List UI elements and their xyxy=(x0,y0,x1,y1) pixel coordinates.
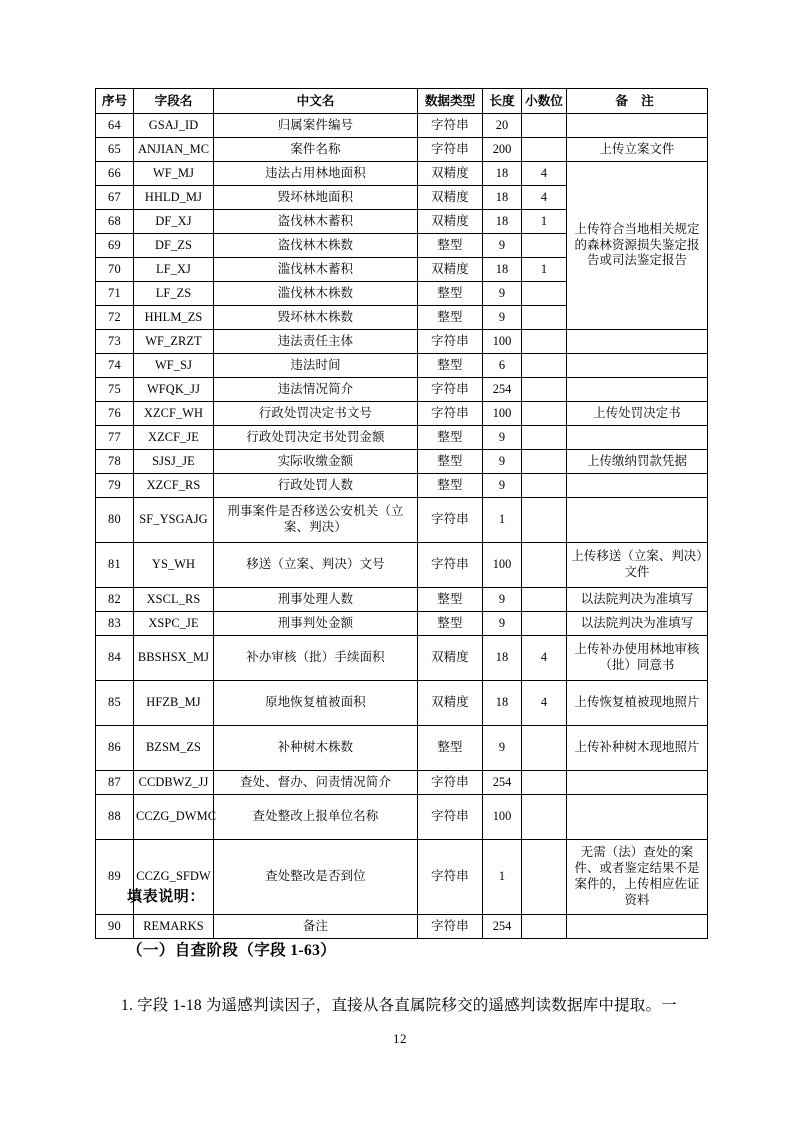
cell-cn: 行政处罚人数 xyxy=(214,474,418,498)
cell-no: 90 xyxy=(96,915,134,939)
cell-cn: 查处整改是否到位 xyxy=(214,840,418,915)
cell-remark xyxy=(567,795,708,840)
cell-field: WF_MJ xyxy=(134,162,214,186)
field-spec-table xyxy=(95,88,708,939)
cell-decimal xyxy=(522,402,567,426)
cell-type: 字符串 xyxy=(418,840,483,915)
cell-remark xyxy=(567,378,708,402)
cell-field: CCDBWZ_JJ xyxy=(134,771,214,795)
cell-decimal xyxy=(522,498,567,543)
cell-no: 70 xyxy=(96,258,134,282)
page-number: 12 xyxy=(393,1031,407,1046)
cell-no: 67 xyxy=(96,186,134,210)
cell-remark: 上传移送（立案、判决）文件 xyxy=(567,543,708,588)
cell-length: 9 xyxy=(483,234,522,258)
cell-type: 整型 xyxy=(418,474,483,498)
cell-field: BBSHSX_MJ xyxy=(134,636,214,681)
cell-decimal xyxy=(522,588,567,612)
cell-length: 9 xyxy=(483,426,522,450)
cell-no: 86 xyxy=(96,726,134,771)
cell-no: 71 xyxy=(96,282,134,306)
cell-cn: 行政处罚决定书文号 xyxy=(214,402,418,426)
table-header-row xyxy=(96,89,708,114)
cell-field: HHLD_MJ xyxy=(134,186,214,210)
cell-no: 88 xyxy=(96,795,134,840)
cell-field: YS_WH xyxy=(134,543,214,588)
table-row xyxy=(96,543,708,588)
cell-field: BZSM_ZS xyxy=(134,726,214,771)
cell-type: 字符串 xyxy=(418,795,483,840)
cell-type: 整型 xyxy=(418,450,483,474)
cell-length: 100 xyxy=(483,402,522,426)
cell-remark: 上传恢复植被现地照片 xyxy=(567,681,708,726)
column-header-cn: 中文名 xyxy=(214,89,418,114)
cell-field: CCZG_SFDW xyxy=(134,840,214,915)
cell-no: 82 xyxy=(96,588,134,612)
cell-decimal xyxy=(522,306,567,330)
cell-length: 18 xyxy=(483,210,522,234)
cell-remark: 上传补办使用林地审核（批）同意书 xyxy=(567,636,708,681)
cell-length: 18 xyxy=(483,258,522,282)
cell-cn: 移送（立案、判决）文号 xyxy=(214,543,418,588)
cell-decimal xyxy=(522,450,567,474)
cell-type: 整型 xyxy=(418,234,483,258)
cell-cn: 案件名称 xyxy=(214,138,418,162)
cell-cn: 原地恢复植被面积 xyxy=(214,681,418,726)
cell-type: 字符串 xyxy=(418,915,483,939)
cell-cn: 违法责任主体 xyxy=(214,330,418,354)
cell-no: 79 xyxy=(96,474,134,498)
cell-type: 字符串 xyxy=(418,402,483,426)
cell-no: 64 xyxy=(96,114,134,138)
cell-decimal: 4 xyxy=(522,162,567,186)
cell-no: 76 xyxy=(96,402,134,426)
cell-type: 双精度 xyxy=(418,162,483,186)
cell-field: WFQK_JJ xyxy=(134,378,214,402)
cell-length: 9 xyxy=(483,306,522,330)
cell-type: 字符串 xyxy=(418,330,483,354)
cell-cn: 查处、督办、问责情况简介 xyxy=(214,771,418,795)
cell-decimal xyxy=(522,354,567,378)
cell-field: WF_ZRZT xyxy=(134,330,214,354)
cell-cn: 刑事处理人数 xyxy=(214,588,418,612)
cell-field: XZCF_RS xyxy=(134,474,214,498)
cell-decimal xyxy=(522,771,567,795)
cell-field: CCZG_DWMC xyxy=(134,795,214,840)
cell-length: 9 xyxy=(483,726,522,771)
cell-no: 66 xyxy=(96,162,134,186)
cell-decimal xyxy=(522,726,567,771)
column-header-no: 序号 xyxy=(96,89,134,114)
cell-cn: 违法占用林地面积 xyxy=(214,162,418,186)
instructions-paragraph-1: 1. 字段 1-18 为遥感判读因子，直接从各直属院移交的遥感判读数据库中提取。一 xyxy=(121,996,677,1014)
column-header-remark: 备 注 xyxy=(567,89,708,114)
cell-length: 6 xyxy=(483,354,522,378)
cell-decimal xyxy=(522,378,567,402)
cell-remark: 以法院判决为准填写 xyxy=(567,588,708,612)
cell-decimal: 4 xyxy=(522,681,567,726)
cell-decimal: 4 xyxy=(522,186,567,210)
cell-decimal: 4 xyxy=(522,636,567,681)
cell-remark: 以法院判决为准填写 xyxy=(567,612,708,636)
cell-field: HFZB_MJ xyxy=(134,681,214,726)
cell-length: 9 xyxy=(483,282,522,306)
cell-remark xyxy=(567,771,708,795)
cell-cn: 补种树木株数 xyxy=(214,726,418,771)
cell-no: 84 xyxy=(96,636,134,681)
table-row xyxy=(96,162,708,186)
cell-no: 72 xyxy=(96,306,134,330)
cell-length: 1 xyxy=(483,840,522,915)
cell-type: 整型 xyxy=(418,612,483,636)
cell-length: 254 xyxy=(483,771,522,795)
cell-remark xyxy=(567,330,708,354)
cell-length: 18 xyxy=(483,636,522,681)
table-row xyxy=(96,426,708,450)
table-row xyxy=(96,498,708,543)
cell-cn: 刑事案件是否移送公安机关（立案、判决） xyxy=(214,498,418,543)
cell-type: 字符串 xyxy=(418,378,483,402)
cell-length: 1 xyxy=(483,498,522,543)
cell-decimal xyxy=(522,234,567,258)
cell-remark: 上传补种树木现地照片 xyxy=(567,726,708,771)
table-row xyxy=(96,681,708,726)
cell-no: 65 xyxy=(96,138,134,162)
cell-length: 20 xyxy=(483,114,522,138)
cell-field: XZCF_JE xyxy=(134,426,214,450)
cell-field: ANJIAN_MC xyxy=(134,138,214,162)
cell-cn: 盗伐林木株数 xyxy=(214,234,418,258)
table-row xyxy=(96,771,708,795)
cell-remark-merged: 上传符合当地相关规定的森林资源损失鉴定报告或司法鉴定报告 xyxy=(567,162,708,330)
cell-type: 整型 xyxy=(418,588,483,612)
table-row xyxy=(96,330,708,354)
cell-decimal xyxy=(522,795,567,840)
cell-cn: 查处整改上报单位名称 xyxy=(214,795,418,840)
cell-field: SJSJ_JE xyxy=(134,450,214,474)
cell-field: REMARKS xyxy=(134,915,214,939)
cell-type: 整型 xyxy=(418,282,483,306)
cell-no: 75 xyxy=(96,378,134,402)
cell-decimal xyxy=(522,330,567,354)
cell-decimal xyxy=(522,426,567,450)
cell-length: 254 xyxy=(483,378,522,402)
cell-cn: 实际收缴金额 xyxy=(214,450,418,474)
field-spec-table-wrap xyxy=(95,88,707,939)
cell-no: 73 xyxy=(96,330,134,354)
table-row xyxy=(96,354,708,378)
cell-cn: 滥伐林木株数 xyxy=(214,282,418,306)
column-header-field: 字段名 xyxy=(134,89,214,114)
instructions-subheading: （一）自查阶段（字段 1-63） xyxy=(127,941,337,959)
cell-decimal xyxy=(522,543,567,588)
cell-type: 字符串 xyxy=(418,138,483,162)
table-row xyxy=(96,402,708,426)
instructions-block xyxy=(95,886,720,1018)
cell-cn: 补办审核（批）手续面积 xyxy=(214,636,418,681)
instructions-heading: 填表说明： xyxy=(127,889,206,905)
cell-length: 9 xyxy=(483,588,522,612)
cell-field: DF_ZS xyxy=(134,234,214,258)
cell-cn: 盗伐林木蓄积 xyxy=(214,210,418,234)
cell-field: XSCL_RS xyxy=(134,588,214,612)
cell-field: WF_SJ xyxy=(134,354,214,378)
cell-type: 双精度 xyxy=(418,636,483,681)
cell-type: 双精度 xyxy=(418,258,483,282)
cell-type: 双精度 xyxy=(418,210,483,234)
cell-length: 100 xyxy=(483,330,522,354)
cell-no: 68 xyxy=(96,210,134,234)
cell-length: 18 xyxy=(483,162,522,186)
cell-decimal xyxy=(522,282,567,306)
cell-type: 双精度 xyxy=(418,681,483,726)
cell-cn: 滥伐林木蓄积 xyxy=(214,258,418,282)
cell-type: 字符串 xyxy=(418,114,483,138)
cell-remark xyxy=(567,114,708,138)
cell-remark: 无需（法）查处的案件、或者鉴定结果不是案件的，上传相应佐证资料 xyxy=(567,840,708,915)
cell-cn: 备注 xyxy=(214,915,418,939)
cell-length: 18 xyxy=(483,186,522,210)
column-header-length: 长度 xyxy=(483,89,522,114)
cell-field: XSPC_JE xyxy=(134,612,214,636)
cell-no: 74 xyxy=(96,354,134,378)
cell-field: XZCF_WH xyxy=(134,402,214,426)
cell-field: LF_ZS xyxy=(134,282,214,306)
cell-field: HHLM_ZS xyxy=(134,306,214,330)
cell-decimal xyxy=(522,114,567,138)
cell-decimal xyxy=(522,138,567,162)
cell-length: 9 xyxy=(483,474,522,498)
cell-length: 100 xyxy=(483,543,522,588)
cell-field: LF_XJ xyxy=(134,258,214,282)
table-row xyxy=(96,450,708,474)
column-header-type: 数据类型 xyxy=(418,89,483,114)
cell-no: 80 xyxy=(96,498,134,543)
cell-field: GSAJ_ID xyxy=(134,114,214,138)
cell-decimal: 1 xyxy=(522,258,567,282)
cell-no: 85 xyxy=(96,681,134,726)
cell-remark xyxy=(567,474,708,498)
cell-cn: 刑事判处金额 xyxy=(214,612,418,636)
cell-length: 9 xyxy=(483,612,522,636)
table-row xyxy=(96,726,708,771)
column-header-decimal: 小数位 xyxy=(522,89,567,114)
cell-cn: 违法情况简介 xyxy=(214,378,418,402)
cell-remark xyxy=(567,498,708,543)
cell-type: 字符串 xyxy=(418,498,483,543)
cell-cn: 违法时间 xyxy=(214,354,418,378)
cell-length: 9 xyxy=(483,450,522,474)
cell-remark: 上传立案文件 xyxy=(567,138,708,162)
cell-no: 77 xyxy=(96,426,134,450)
cell-field: SF_YSGAJG xyxy=(134,498,214,543)
cell-cn: 归属案件编号 xyxy=(214,114,418,138)
cell-type: 字符串 xyxy=(418,543,483,588)
cell-decimal xyxy=(522,612,567,636)
cell-type: 整型 xyxy=(418,354,483,378)
cell-decimal xyxy=(522,474,567,498)
table-row xyxy=(96,588,708,612)
table-row xyxy=(96,474,708,498)
cell-length: 254 xyxy=(483,915,522,939)
cell-no: 69 xyxy=(96,234,134,258)
cell-no: 83 xyxy=(96,612,134,636)
cell-type: 字符串 xyxy=(418,771,483,795)
cell-type: 整型 xyxy=(418,306,483,330)
cell-length: 100 xyxy=(483,795,522,840)
cell-decimal: 1 xyxy=(522,210,567,234)
table-row xyxy=(96,138,708,162)
cell-length: 18 xyxy=(483,681,522,726)
cell-no: 78 xyxy=(96,450,134,474)
cell-cn: 毁坏林木株数 xyxy=(214,306,418,330)
table-row xyxy=(96,612,708,636)
cell-no: 87 xyxy=(96,771,134,795)
table-row xyxy=(96,378,708,402)
cell-type: 整型 xyxy=(418,726,483,771)
cell-remark: 上传缴纳罚款凭据 xyxy=(567,450,708,474)
cell-type: 整型 xyxy=(418,426,483,450)
cell-length: 200 xyxy=(483,138,522,162)
cell-no: 89 xyxy=(96,840,134,915)
cell-cn: 行政处罚决定书处罚金额 xyxy=(214,426,418,450)
cell-remark xyxy=(567,426,708,450)
cell-cn: 毁坏林地面积 xyxy=(214,186,418,210)
cell-remark: 上传处罚决定书 xyxy=(567,402,708,426)
cell-remark xyxy=(567,354,708,378)
cell-no: 81 xyxy=(96,543,134,588)
cell-type: 双精度 xyxy=(418,186,483,210)
cell-field: DF_XJ xyxy=(134,210,214,234)
table-row xyxy=(96,795,708,840)
table-row xyxy=(96,636,708,681)
table-row xyxy=(96,114,708,138)
